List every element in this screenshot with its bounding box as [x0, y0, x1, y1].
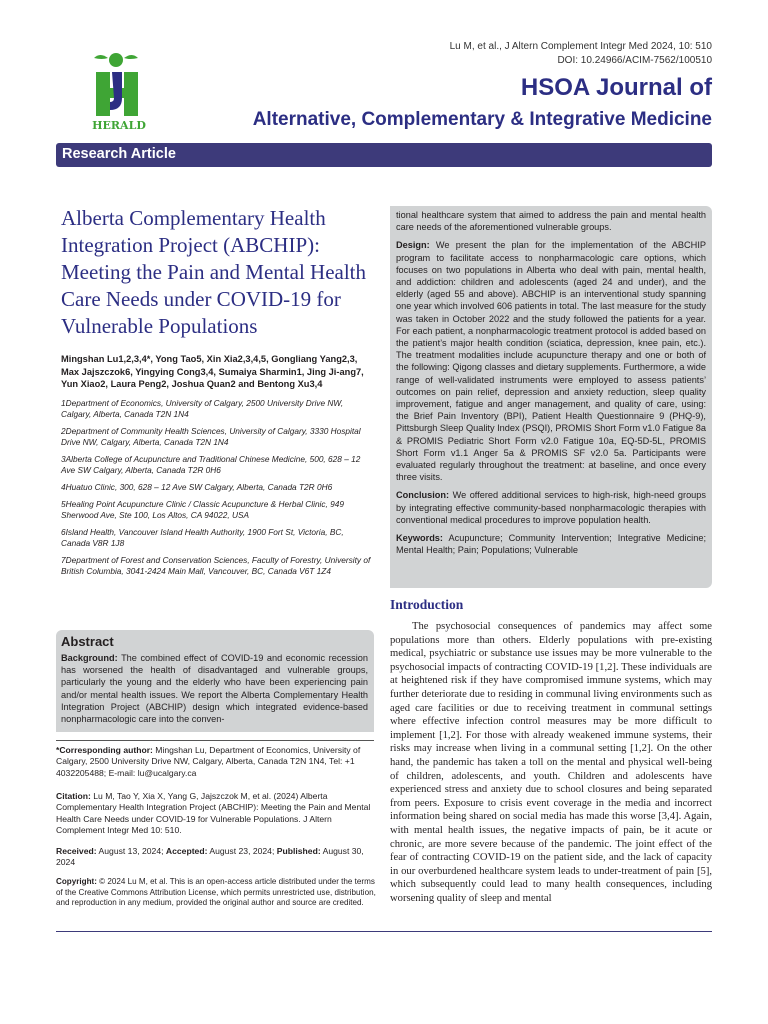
design-label: Design:: [396, 240, 430, 251]
journal-subtitle: Alternative, Complementary & Integrative Medicine: [252, 109, 712, 130]
abstract-design: [396, 239, 706, 483]
footnote-divider: [56, 740, 374, 741]
title-author-column: [56, 205, 372, 583]
abstract-background: [61, 652, 368, 725]
abstract-heading: Abstract: [61, 634, 114, 649]
page-bottom-rule: [56, 931, 712, 932]
background-label: Background:: [61, 653, 118, 663]
abstract-background-cont: tional healthcare system that aimed to address the pain and mental health care needs of the aforementioned vulnerable groups.: [396, 210, 706, 233]
published-label: Published:: [276, 846, 321, 856]
journal-title: HSOA Journal of: [520, 74, 712, 101]
author-list: Mingshan Lu1,2,3,4*, Yong Tao5, Xin Xia2,3,4,5, Gongliang Yang2,3, Max Jajszczok6, Yingying Cong3,4, Sumaiya Sharmin1, Jing Ji-ang7, Yun Xiao2, Laura Peng2, Joshua Quan2 and Bentong Xu3,4: [61, 354, 364, 389]
keywords-text: Acupuncture; Community Intervention; Integrative Medicine; Mental Health; Pain; Populations; Vulnerable: [396, 533, 706, 556]
article-type-label: Research Article: [62, 146, 176, 162]
affiliation-item: 3Alberta College of Acupuncture and Traditional Chinese Medicine, 500, 628 – 12 Ave SW Calgary, Alberta, Canada T2R 0H6: [61, 453, 361, 475]
herald-logo-text: HERALD: [92, 119, 146, 132]
accepted-label: Accepted:: [165, 846, 208, 856]
affiliation-list: [61, 398, 372, 577]
copyright-text: © 2024 Lu M, et al. This is an open-access article distributed under the terms of the Creative Commons Attribution License, which permits unrestricted use, distribution, and reproduction in any medium, provided the original author and source are credited.: [56, 877, 376, 908]
doi[interactable]: DOI: 10.24966/ACIM-7562/100510: [557, 55, 712, 66]
background-text: The combined effect of COVID-19 and economic recession has worsened the health of disadvantaged and vulnerable groups, particularly the young and the elderly who have been experiencing pain and/or mental health issues. We report the Alberta Complementary Health Integration Project (ABCHIP) design which integrated evidence-based nonpharmacologic care into the conven-: [61, 653, 368, 725]
affiliation-item: 6Island Health, Vancouver Island Health Authority, 1900 Fort St, Victoria, BC, Canada V8R 1J8: [61, 526, 344, 548]
article-title: Alberta Complementary Health Integration Project (ABCHIP): Meeting the Pain and Mental Health Care Needs under COVID-19 for Vulnerable Populations: [61, 206, 367, 338]
abstract-conclusion: [396, 489, 706, 526]
citation-label: Citation:: [56, 791, 91, 801]
affiliation-item: 7Department of Forest and Conservation Sciences, Faculty of Forestry, University of British Columbia, 3041-2424 Main Mall, Vancouver, BC, Canada V6T 1Z4: [61, 554, 371, 576]
abstract-box-left: [56, 630, 374, 732]
affiliation-item: 2Department of Community Health Sciences, University of Calgary, 3330 Hospital Drive NW, Calgary, Alberta, Canada T2N 1N4: [61, 425, 361, 447]
received-date: August 13, 2024;: [96, 846, 166, 856]
affiliation-item: 4Huatuo Clinic, 300, 628 – 12 Ave SW Calgary, Alberta, Canada T2R 0H6: [61, 481, 333, 492]
citation-note: [56, 791, 376, 836]
corresponding-label: *Corresponding author:: [56, 745, 153, 755]
citation-text: Lu M, Tao Y, Xia X, Yang G, Jajszczok M, et al. (2024) Alberta Complementary Health Integration Project (ABCHIP): Meeting the Pain and Mental Health Care Needs under COVID-19 for Vulnerable Populations. J Altern Complement Integr Med 10: 510.: [56, 791, 371, 835]
journal-citation-header: [450, 40, 712, 68]
accepted-date: August 23, 2024;: [207, 846, 277, 856]
abstract-keywords: [396, 532, 706, 556]
published-date: August 30, 2024: [56, 846, 364, 868]
herald-logo: [86, 50, 152, 132]
copyright-note: [56, 877, 376, 909]
introduction-heading: Introduction: [390, 597, 464, 612]
keywords-label: Keywords:: [396, 533, 443, 544]
affiliation-item: 1Department of Economics, University of Calgary, 2500 University Drive NW, Calgary, Alberta, Canada T2N 1N4: [61, 397, 344, 419]
abstract-box-right: [390, 206, 712, 588]
affiliation-item: 5Healing Point Acupuncture Clinic / Classic Acupuncture & Herbal Clinic, 949 Sherwood Ave, Ste 100, Los Altos, CA 94022, USA: [61, 498, 345, 520]
introduction-text: The psychosocial consequences of pandemics may affect some populations more than others. Elderly populations with pre-existing medical, psychiatric or substance use issues may be more vulnerable to the psychosocial impacts of contracting COVID-19 [1,2]. These individuals are at heightened risk if they have compromised immune systems, which may further deteriorate due to residing in communal living environments such as aged care facilities or due to receiving treatment in communal settings where effective infection control measures may be more difficult to implement [1,2]. For those with already weakened immune systems, their risks may increase when living in a communal setting [1,2]. On the other hand, the pandemic has taken a toll on the mental and physical well-being of children, adolescents, and youth. Children and adolescents have experienced stress and anxiety due to school closures and being separated from peers. Exposure to crisis event coverage in the media and incorrect information being shared on social media has made this worse [3,4]. Again, with mental health issues, the negative impacts of pain, be it acute or chronic, are more severe because of the pandemic. The joint effect of the fear of contracting COVID-19 on the patient side, and the lack of capacity in our overburdened healthcare system leads to under-treatment of pain [5], which subsequently could lead to many health consequences, including worsening quality of sleep and mental: [390, 621, 712, 904]
corresponding-text: Mingshan Lu, Department of Economics, University of Calgary, 2500 University Drive NW, Calgary, Alberta, Canada T2N 1N4, Tel: +1 4032205488; E-mail: lu@ucalgary.ca: [56, 745, 361, 778]
conclusion-label: Conclusion:: [396, 490, 450, 501]
journal-citation: Lu M, et al., J Altern Complement Integr Med 2024, 10: 510: [449, 41, 712, 52]
corresponding-author-note: [56, 745, 376, 779]
design-text: We present the plan for the implementation of the ABCHIP program to facilitate access to nonpharmacologic care options, which focuses on two populations in Alberta who deal with pain, mental health, and addiction: children and adolescents (aged 24 and under), and the elderly (aged 55 and above). ABCHIP is an interventional study spanning one year which involved 606 patients in total. The last measure for the study was taken in October 2022 and the study followed the patients for a year. For each patient, a nonpharmacologic treatment protocol is added based on the patient’s major health condition (sciatica, depression, knee pain, etc.). The treatment modalities include acupuncture therapy and one or both of the following: Qigong classes and dietary supplements. Furthermore, a wide range of well-validated instruments were employed to assess patients’ outcomes on pain relief, depression and anxiety reduction, sleep quality improvement, fatigue and anger management, and quality of care, using: the Brief Pain Inventory (BPI), Patient Health Questionnaire 9 (PHQ-9), Pittsburgh Sleep Quality Index (PSQI), PROMIS Short Form v1.0 Fatigue 8a & PROMIS Pediatric Short Form v2.0 Fatigue 10a, EQ-5D-5L, PROMIS Short Form v1.1 Anger 5a & PROMIS SF v2.0 5a. Participants were evaluated regularly throughout the treatment: at baseline, and once every three visits.: [396, 240, 706, 483]
conclusion-text: We offered additional services to high-risk, high-need groups by integrating effective community-based nonpharmacologic therapies with conventional medical procedures to improve population health.: [396, 490, 706, 525]
copyright-label: Copyright:: [56, 877, 97, 886]
herald-logo-icon: [86, 50, 152, 132]
article-type-bar: [56, 143, 712, 167]
received-label: Received:: [56, 846, 97, 856]
dates-note: [56, 846, 376, 869]
